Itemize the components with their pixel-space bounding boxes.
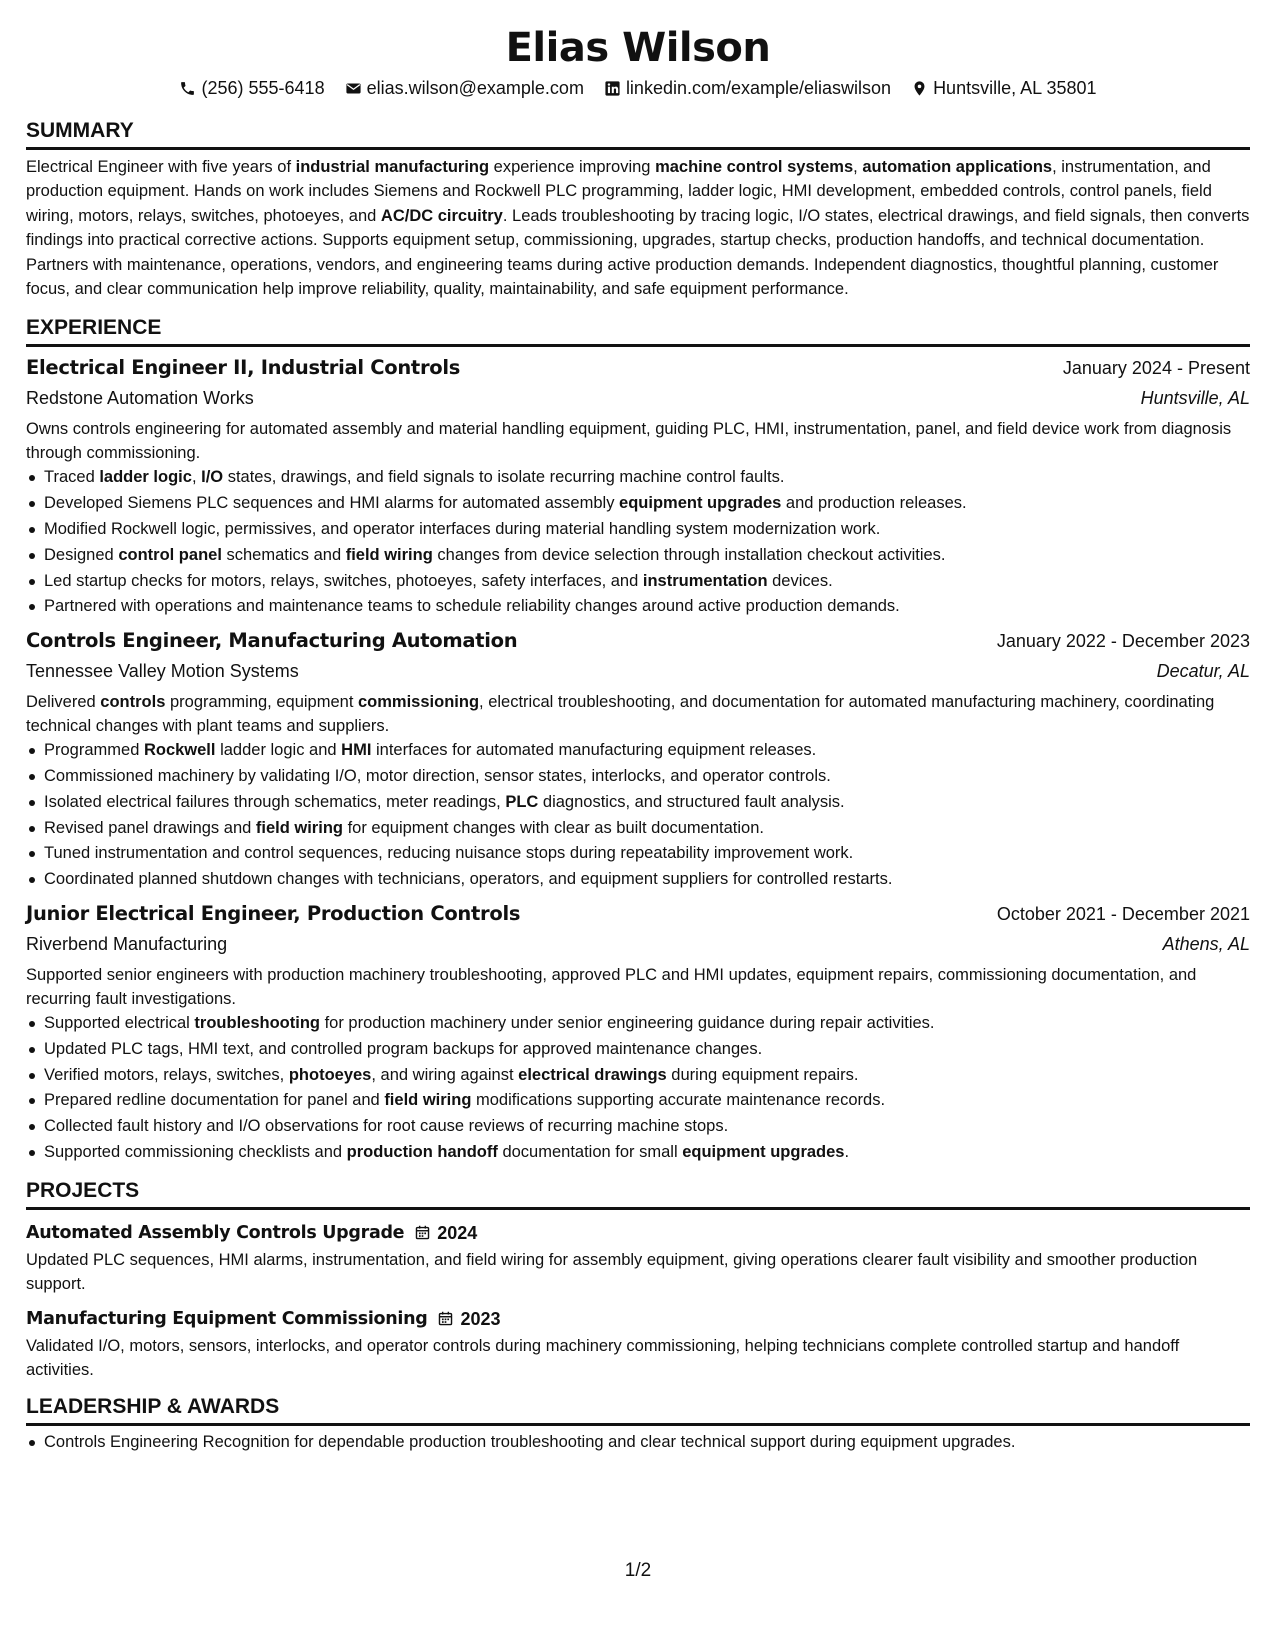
text-run: , <box>191 468 202 487</box>
text-run: documentation for small <box>497 1142 683 1161</box>
text-run: . Leads troubleshooting by tracing logic, I/O states, electrical drawings, and field signals, then converts findings into practical corrective actions. Supports equipment setup, commissioning, upgrades, startup checks, production handoffs, and technical documentation. Partners with maintenance, operations, vendors, and engineering teams during active production demands. Independent diagnostics, thoughtful planning, customer focus, and clear communication help improve reliability, quality, maintainability, and safe equipment performance. <box>26 206 1250 299</box>
bold-keyword: commissioning <box>358 693 480 712</box>
job-bullet <box>44 738 1250 764</box>
text-run: Designed <box>44 545 119 564</box>
bold-keyword: I/O <box>201 468 224 487</box>
job-bullet <box>44 465 1250 491</box>
project-entry <box>26 1304 1250 1382</box>
text-run: for production machinery under senior engineering guidance during repair activities. <box>320 1014 935 1032</box>
job-bullets <box>26 738 1250 893</box>
contact-location <box>911 76 1096 100</box>
job-bullet <box>44 841 1250 867</box>
candidate-name: Elias Wilson <box>505 25 771 71</box>
location-text: Huntsville, AL 35801 <box>933 78 1097 98</box>
job-dates: October 2021 - December 2021 <box>996 904 1250 924</box>
text-run: Traced <box>44 468 100 487</box>
project-date <box>414 1218 477 1248</box>
job-bullet <box>44 1140 1250 1166</box>
contact-phone <box>179 76 324 100</box>
job-bullet <box>44 1011 1250 1037</box>
job-location: Huntsville, AL <box>1140 388 1250 409</box>
project-year: 2023 <box>460 1308 501 1329</box>
job-location: Decatur, AL <box>1156 661 1250 682</box>
text-run: changes from device selection through installation checkout activities. <box>432 545 946 564</box>
text-run: Modified Rockwell logic, permissives, and operator interfaces during material handling system modernization work. <box>44 520 881 539</box>
text-run: Delivered <box>26 693 101 712</box>
leadership-bullet: Controls Engineering Recognition for dependable production troubleshooting and clear technical support during equipment upgrades. <box>44 1430 1250 1456</box>
bold-keyword: automation applications <box>862 158 1053 176</box>
project-date <box>437 1304 500 1334</box>
text-run: programming, equipment <box>165 693 358 712</box>
text-run: Tuned instrumentation and control sequences, reducing nuisance stops during repeatability improvement work. <box>44 844 854 863</box>
text-run: . <box>844 1142 850 1161</box>
text-run: Collected fault history and I/O observations for root cause reviews of recurring machine stops. <box>44 1117 729 1136</box>
job-entry <box>26 353 1250 620</box>
job-bullets <box>26 465 1250 620</box>
job-company: Redstone Automation Works <box>26 388 254 409</box>
text-run: diagnostics, and structured fault analysis. <box>538 792 845 811</box>
job-header <box>26 353 1250 383</box>
bold-keyword: electrical drawings <box>518 1065 667 1084</box>
page-number: 1/2 <box>624 1560 652 1581</box>
text-run: states, drawings, and field signals to isolate recurring machine control faults. <box>223 468 785 487</box>
job-bullet <box>44 816 1250 842</box>
job-subheader <box>26 383 1250 413</box>
job-dates: January 2022 - December 2023 <box>996 631 1250 652</box>
bold-keyword: equipment upgrades <box>682 1142 845 1161</box>
bold-keyword: photoeyes <box>288 1065 372 1084</box>
summary-heading: SUMMARY <box>26 118 1250 150</box>
job-dates: January 2024 - Present <box>1062 358 1250 379</box>
text-run: , <box>853 158 863 176</box>
text-run: ladder logic and <box>215 741 342 760</box>
mail-icon <box>345 80 362 97</box>
job-title: Junior Electrical Engineer, Production Controls <box>26 902 521 925</box>
text-run: Programmed <box>44 741 144 760</box>
job-bullet <box>44 764 1250 790</box>
text-run: Commissioned machinery by validating I/O, motor direction, sensor states, interlocks, and operator controls. <box>44 767 831 786</box>
job-entry <box>26 626 1250 893</box>
summary-text <box>26 155 1250 301</box>
job-title: Controls Engineer, Manufacturing Automation <box>26 629 518 653</box>
project-header <box>26 1218 1250 1248</box>
bold-keyword: Rockwell <box>143 741 216 760</box>
bold-keyword: PLC <box>505 792 539 811</box>
linkedin-icon <box>604 80 621 97</box>
email-link[interactable]: elias.wilson@example.com <box>366 78 584 98</box>
text-run: Supported electrical <box>44 1014 195 1032</box>
text-run: Developed Siemens PLC sequences and HMI alarms for automated assembly <box>44 494 620 513</box>
leadership-heading: LEADERSHIP & AWARDS <box>26 1394 1250 1426</box>
job-bullet <box>44 543 1250 569</box>
contact-linkedin[interactable] <box>604 76 891 100</box>
bold-keyword: control panel <box>118 545 222 564</box>
job-bullet <box>44 1114 1250 1140</box>
projects-list <box>26 1218 1250 1382</box>
text-run: schematics and <box>221 545 346 564</box>
job-bullet <box>44 790 1250 816</box>
text-run: Electrical Engineer with five years of <box>26 158 296 176</box>
text-run: modifications supporting accurate maintenance records. <box>471 1091 886 1110</box>
text-run: Prepared redline documentation for panel and <box>44 1091 385 1110</box>
bold-keyword: ladder logic <box>99 468 192 487</box>
job-company: Tennessee Valley Motion Systems <box>26 661 299 682</box>
projects-heading: PROJECTS <box>26 1178 1250 1210</box>
job-description <box>26 417 1250 465</box>
experience-list <box>26 353 1250 1165</box>
bold-keyword: field wiring <box>345 545 433 564</box>
job-bullet <box>44 569 1250 595</box>
phone-icon <box>179 80 196 97</box>
bold-keyword: controls <box>100 693 166 712</box>
leadership-list <box>26 1430 1250 1456</box>
project-title: Manufacturing Equipment Commissioning <box>26 1308 428 1329</box>
map-pin-icon <box>911 80 928 97</box>
text-run: , electrical troubleshooting, and documentation for automated manufacturing machinery, coordinating technical changes with plant teams and suppliers. <box>26 693 1215 736</box>
job-subheader <box>26 656 1250 686</box>
text-run: Coordinated planned shutdown changes with technicians, operators, and equipment suppliers for controlled restarts. <box>44 870 893 889</box>
project-description: Validated I/O, motors, sensors, interlocks, and operator controls during machinery commissioning, helping technicians complete controlled startup and handoff activities. <box>26 1336 1180 1379</box>
project-header <box>26 1304 1250 1334</box>
bold-keyword: instrumentation <box>642 571 768 590</box>
bold-keyword: AC/DC circuitry <box>380 206 503 225</box>
linkedin-link[interactable]: linkedin.com/example/eliaswilson <box>625 78 892 98</box>
project-title: Automated Assembly Controls Upgrade <box>26 1222 405 1243</box>
bold-keyword: production handoff <box>346 1142 498 1161</box>
calendar-icon <box>414 1224 431 1241</box>
text-run: Led startup checks for motors, relays, switches, photoeyes, safety interfaces, and <box>44 571 643 590</box>
job-entry <box>26 899 1250 1166</box>
job-bullet <box>44 1037 1250 1063</box>
project-year: 2024 <box>437 1222 478 1243</box>
contact-bar <box>26 76 1250 100</box>
text-run: Isolated electrical failures through schematics, meter readings, <box>44 792 506 811</box>
text-run: Supported commissioning checklists and <box>44 1142 347 1161</box>
text-run: devices. <box>767 571 833 590</box>
job-bullets <box>26 1011 1250 1166</box>
text-run: , instrumentation, and production equipment. Hands on work includes Siemens and Rockwell PLC programming, ladder logic, HMI development, embedded controls, control panels, field wiring, motors, relays, switches, photoeyes, and <box>26 158 1212 225</box>
job-subheader <box>26 929 1250 959</box>
job-company: Riverbend Manufacturing <box>26 934 228 954</box>
job-header <box>26 899 1250 929</box>
bold-keyword: HMI <box>341 741 372 760</box>
job-description <box>26 690 1250 738</box>
phone-text: (256) 555-6418 <box>201 78 325 98</box>
text-run: Updated PLC tags, HMI text, and controlled program backups for approved maintenance changes. <box>44 1039 763 1058</box>
job-description <box>26 963 1250 1011</box>
text-run: during equipment repairs. <box>666 1065 859 1084</box>
job-bullet <box>44 491 1250 517</box>
job-bullet <box>44 594 1250 620</box>
job-location: Athens, AL <box>1162 934 1250 954</box>
job-bullet <box>44 517 1250 543</box>
bold-keyword: field wiring <box>384 1091 472 1110</box>
project-description: Updated PLC sequences, HMI alarms, instrumentation, and field wiring for assembly equipment, giving operations clearer fault visibility and smoother production support. <box>26 1250 1198 1293</box>
job-bullet <box>44 1088 1250 1114</box>
text-run: experience improving <box>489 158 656 176</box>
text-run: and production releases. <box>781 494 967 513</box>
text-run: Partnered with operations and maintenance teams to schedule reliability changes around active production demands. <box>44 597 900 616</box>
text-run: interfaces for automated manufacturing equipment releases. <box>371 741 817 760</box>
bold-keyword: machine control systems <box>655 158 854 176</box>
job-title: Electrical Engineer II, Industrial Controls <box>26 356 461 380</box>
bold-keyword: equipment upgrades <box>619 494 782 513</box>
bold-keyword: industrial manufacturing <box>295 158 490 176</box>
text-run: Supported senior engineers with production machinery troubleshooting, approved PLC and HMI updates, equipment repairs, commissioning documentation, and recurring fault investigations. <box>26 966 1197 1008</box>
text-run: Owns controls engineering for automated assembly and material handling equipment, guiding PLC, HMI, instrumentation, panel, and field device work from diagnosis through commissioning. <box>26 420 1232 463</box>
experience-heading: EXPERIENCE <box>26 315 1250 347</box>
job-header <box>26 626 1250 656</box>
bold-keyword: field wiring <box>255 818 343 837</box>
calendar-icon <box>437 1310 454 1327</box>
bold-keyword: troubleshooting <box>194 1014 320 1032</box>
resume-page <box>26 0 1250 1650</box>
job-bullet <box>44 1063 1250 1089</box>
text-run: for equipment changes with clear as built documentation. <box>342 818 764 837</box>
text-run: , and wiring against <box>371 1065 519 1084</box>
text-run: Revised panel drawings and <box>44 818 256 837</box>
contact-email[interactable] <box>345 76 584 100</box>
project-entry <box>26 1218 1250 1296</box>
text-run: Verified motors, relays, switches, <box>44 1065 289 1084</box>
job-bullet <box>44 867 1250 893</box>
